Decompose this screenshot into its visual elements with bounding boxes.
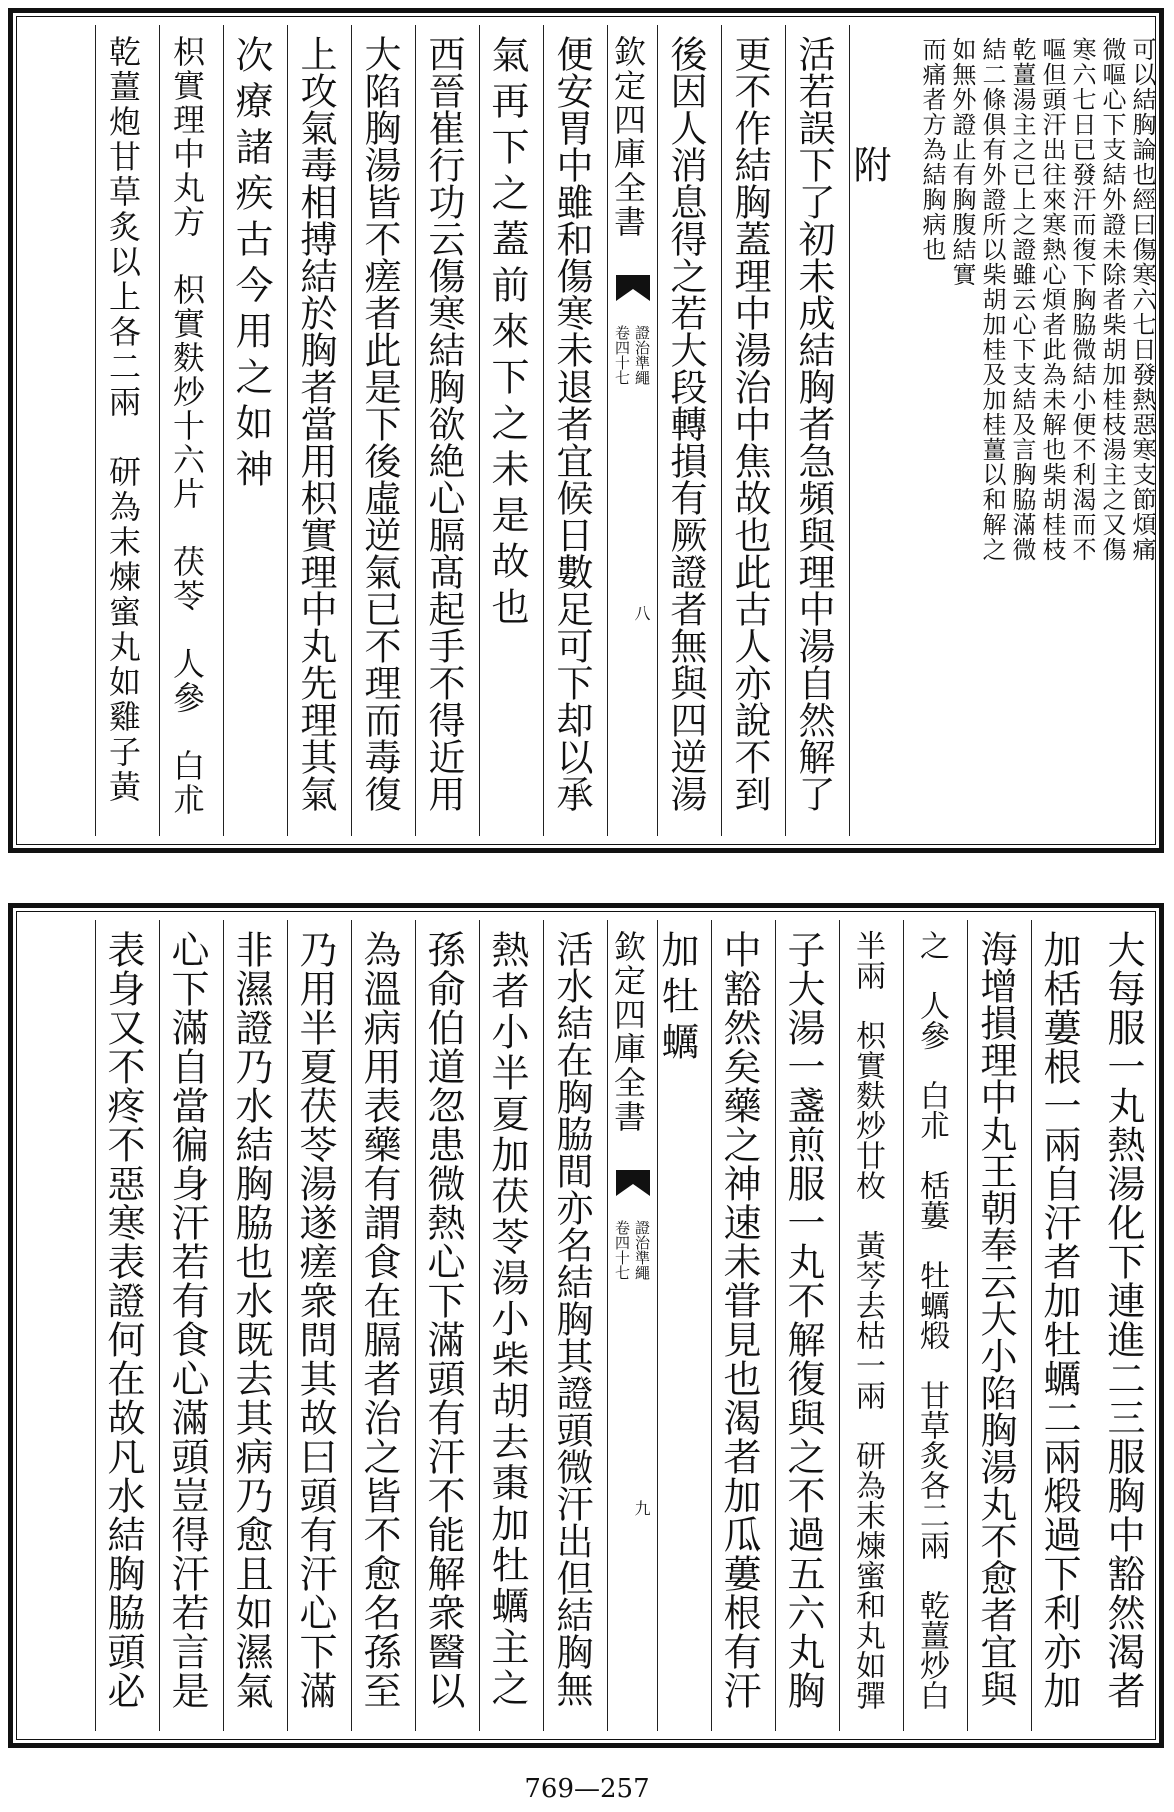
header-volume: 卷四十七 bbox=[613, 325, 631, 385]
column-text: 活若誤下了初未成結胸者急頻與理中湯自然解了 bbox=[792, 35, 835, 812]
column-text: 氣再下之蓋前來下之未是故也 bbox=[485, 35, 529, 633]
column-text: 大陷胸湯皆不瘥者此是下後虛逆氣已不理而毒復 bbox=[358, 35, 401, 812]
text-column bbox=[479, 920, 543, 1731]
text-column bbox=[159, 920, 223, 1731]
note-column: 微嘔心下支結外證未除者柴胡加桂枝湯主之又傷 bbox=[1098, 37, 1126, 562]
text-column bbox=[543, 920, 607, 1731]
column-text: 為溫病用表藥有謂食在膈者治之皆不愈名孫至 bbox=[357, 930, 401, 1710]
fu-label: 附 bbox=[847, 145, 891, 191]
text-column bbox=[711, 920, 775, 1731]
column-text: 便安胃中雖和傷寒未退者宜候日數足可下却以承 bbox=[550, 35, 593, 812]
column-text: 更不作結胸蓋理中湯治中焦故也此古人亦說不到 bbox=[728, 35, 771, 812]
text-column bbox=[657, 920, 711, 1731]
header-book: 證治準繩 bbox=[633, 1220, 651, 1280]
note-column: 結二條俱有外證所以柴胡加桂及加桂薑以和解之 bbox=[978, 37, 1006, 562]
fish-tail-mark-icon bbox=[616, 275, 650, 301]
column-text: 孫俞伯道忽患微熱心下滿頭有汗不能解衆醫以 bbox=[421, 930, 465, 1710]
text-column bbox=[479, 25, 543, 836]
fish-tail-mark-icon bbox=[616, 1170, 650, 1196]
fu-column bbox=[849, 25, 909, 836]
header-page-number: 九 bbox=[632, 1500, 651, 1516]
text-column bbox=[159, 25, 223, 836]
column-text: 上攻氣毒相搏結於胸者當用枳實理中丸先理其氣 bbox=[294, 35, 337, 812]
text-column bbox=[1031, 920, 1095, 1731]
text-column bbox=[95, 920, 159, 1731]
page-header bbox=[607, 920, 657, 1731]
column-text: 子大湯一盞煎服一丸不解復與之不過五六丸胸 bbox=[781, 930, 825, 1710]
text-column bbox=[967, 920, 1031, 1731]
column-text: 西晉崔行功云傷寒結胸欲絶心膈髙起手不得近用 bbox=[422, 35, 465, 812]
column-text: 枳實理中丸方 枳實麩炒十六片 茯苓 人參 白朮 bbox=[168, 35, 206, 817]
column-text: 乾薑炮甘草炙以上各二兩 研為末煉蜜丸如雞子黃 bbox=[104, 35, 142, 805]
page-header bbox=[607, 25, 657, 836]
header-volume: 卷四十七 bbox=[613, 1220, 631, 1280]
note-column: 而痛者方為結胸病也 bbox=[918, 37, 946, 262]
text-column bbox=[657, 25, 721, 836]
bottom-page bbox=[8, 903, 1164, 1748]
column-text: 之 人參 白朮 栝蔞 牡蠣煅 甘草炙各二兩 乾薑炒白 bbox=[914, 930, 949, 1710]
note-column: 寒六七日已發汗而復下胸脇微結小便不利渴而不 bbox=[1068, 37, 1096, 562]
column-text: 活水結在胸脇間亦名結胸其證頭微汗出但結胸無 bbox=[550, 930, 593, 1707]
note-column: 乾薑湯主之已上之證雖云心下支結及言胸脇滿微 bbox=[1008, 37, 1036, 562]
note-column: 可以結胸論也經曰傷寒六七日發熱惡寒支節煩痛 bbox=[1128, 37, 1156, 562]
column-text: 表身又不疼不惡寒表證何在故凡水結胸脇頭必 bbox=[101, 930, 145, 1710]
text-column bbox=[415, 920, 479, 1731]
page-code: 769—257 bbox=[524, 1774, 650, 1804]
text-column bbox=[287, 25, 351, 836]
column-text: 加牡蠣 bbox=[655, 930, 699, 1068]
column-text: 非濕證乃水結胸脇也水既去其病乃愈且如濕氣 bbox=[229, 930, 273, 1710]
column-text: 半兩 枳實麩炒廿枚 黃芩去枯一兩 研為末煉蜜和丸如彈 bbox=[850, 930, 885, 1710]
text-column bbox=[1095, 920, 1159, 1731]
header-page-number: 八 bbox=[632, 605, 651, 621]
column-text: 後因人消息得之若大段轉損有厥證者無與四逆湯 bbox=[664, 35, 707, 812]
header-title: 欽定四庫全書 bbox=[609, 930, 647, 1134]
text-column bbox=[223, 25, 287, 836]
column-text: 次療諸疾古今用之如神 bbox=[229, 35, 273, 495]
note-column: 如無外證止有胸腹結實 bbox=[948, 37, 976, 287]
text-column bbox=[785, 25, 849, 836]
column-text: 心下滿自當徧身汗若有食心滿頭豈得汗若言是 bbox=[165, 930, 209, 1710]
column-text: 熱者小半夏加茯苓湯小柴胡去棗加牡蠣主之 bbox=[485, 930, 529, 1709]
text-column bbox=[415, 25, 479, 836]
column-text: 中豁然矣藥之神速未甞見也渴者加瓜蔞根有汗 bbox=[717, 930, 761, 1710]
header-title: 欽定四庫全書 bbox=[609, 35, 647, 239]
column-text: 加栝蔞根一兩自汗者加牡蠣二兩煅過下利亦加 bbox=[1037, 930, 1081, 1710]
text-column bbox=[775, 920, 839, 1731]
header-book: 證治準繩 bbox=[633, 325, 651, 385]
text-column bbox=[543, 25, 607, 836]
text-column bbox=[95, 25, 159, 836]
top-page bbox=[8, 8, 1164, 853]
column-text: 海增損理中丸王朝奉云大小陷胸湯丸不愈者宜與 bbox=[974, 930, 1017, 1707]
column-text: 大每服一丸熱湯化下連進二三服胸中豁然渴者 bbox=[1101, 930, 1145, 1710]
text-column bbox=[287, 920, 351, 1731]
text-column bbox=[223, 920, 287, 1731]
note-block bbox=[909, 25, 1159, 836]
text-column bbox=[721, 25, 785, 836]
text-column bbox=[351, 25, 415, 836]
text-column bbox=[903, 920, 967, 1731]
note-columns bbox=[909, 25, 1159, 836]
column-text: 乃用半夏茯苓湯遂瘥衆問其故曰頭有汗心下滿 bbox=[293, 930, 337, 1710]
text-column bbox=[351, 920, 415, 1731]
note-column: 嘔但頭汗出往來寒熱心煩者此為未解也柴胡桂枝 bbox=[1038, 37, 1066, 562]
text-column bbox=[839, 920, 903, 1731]
